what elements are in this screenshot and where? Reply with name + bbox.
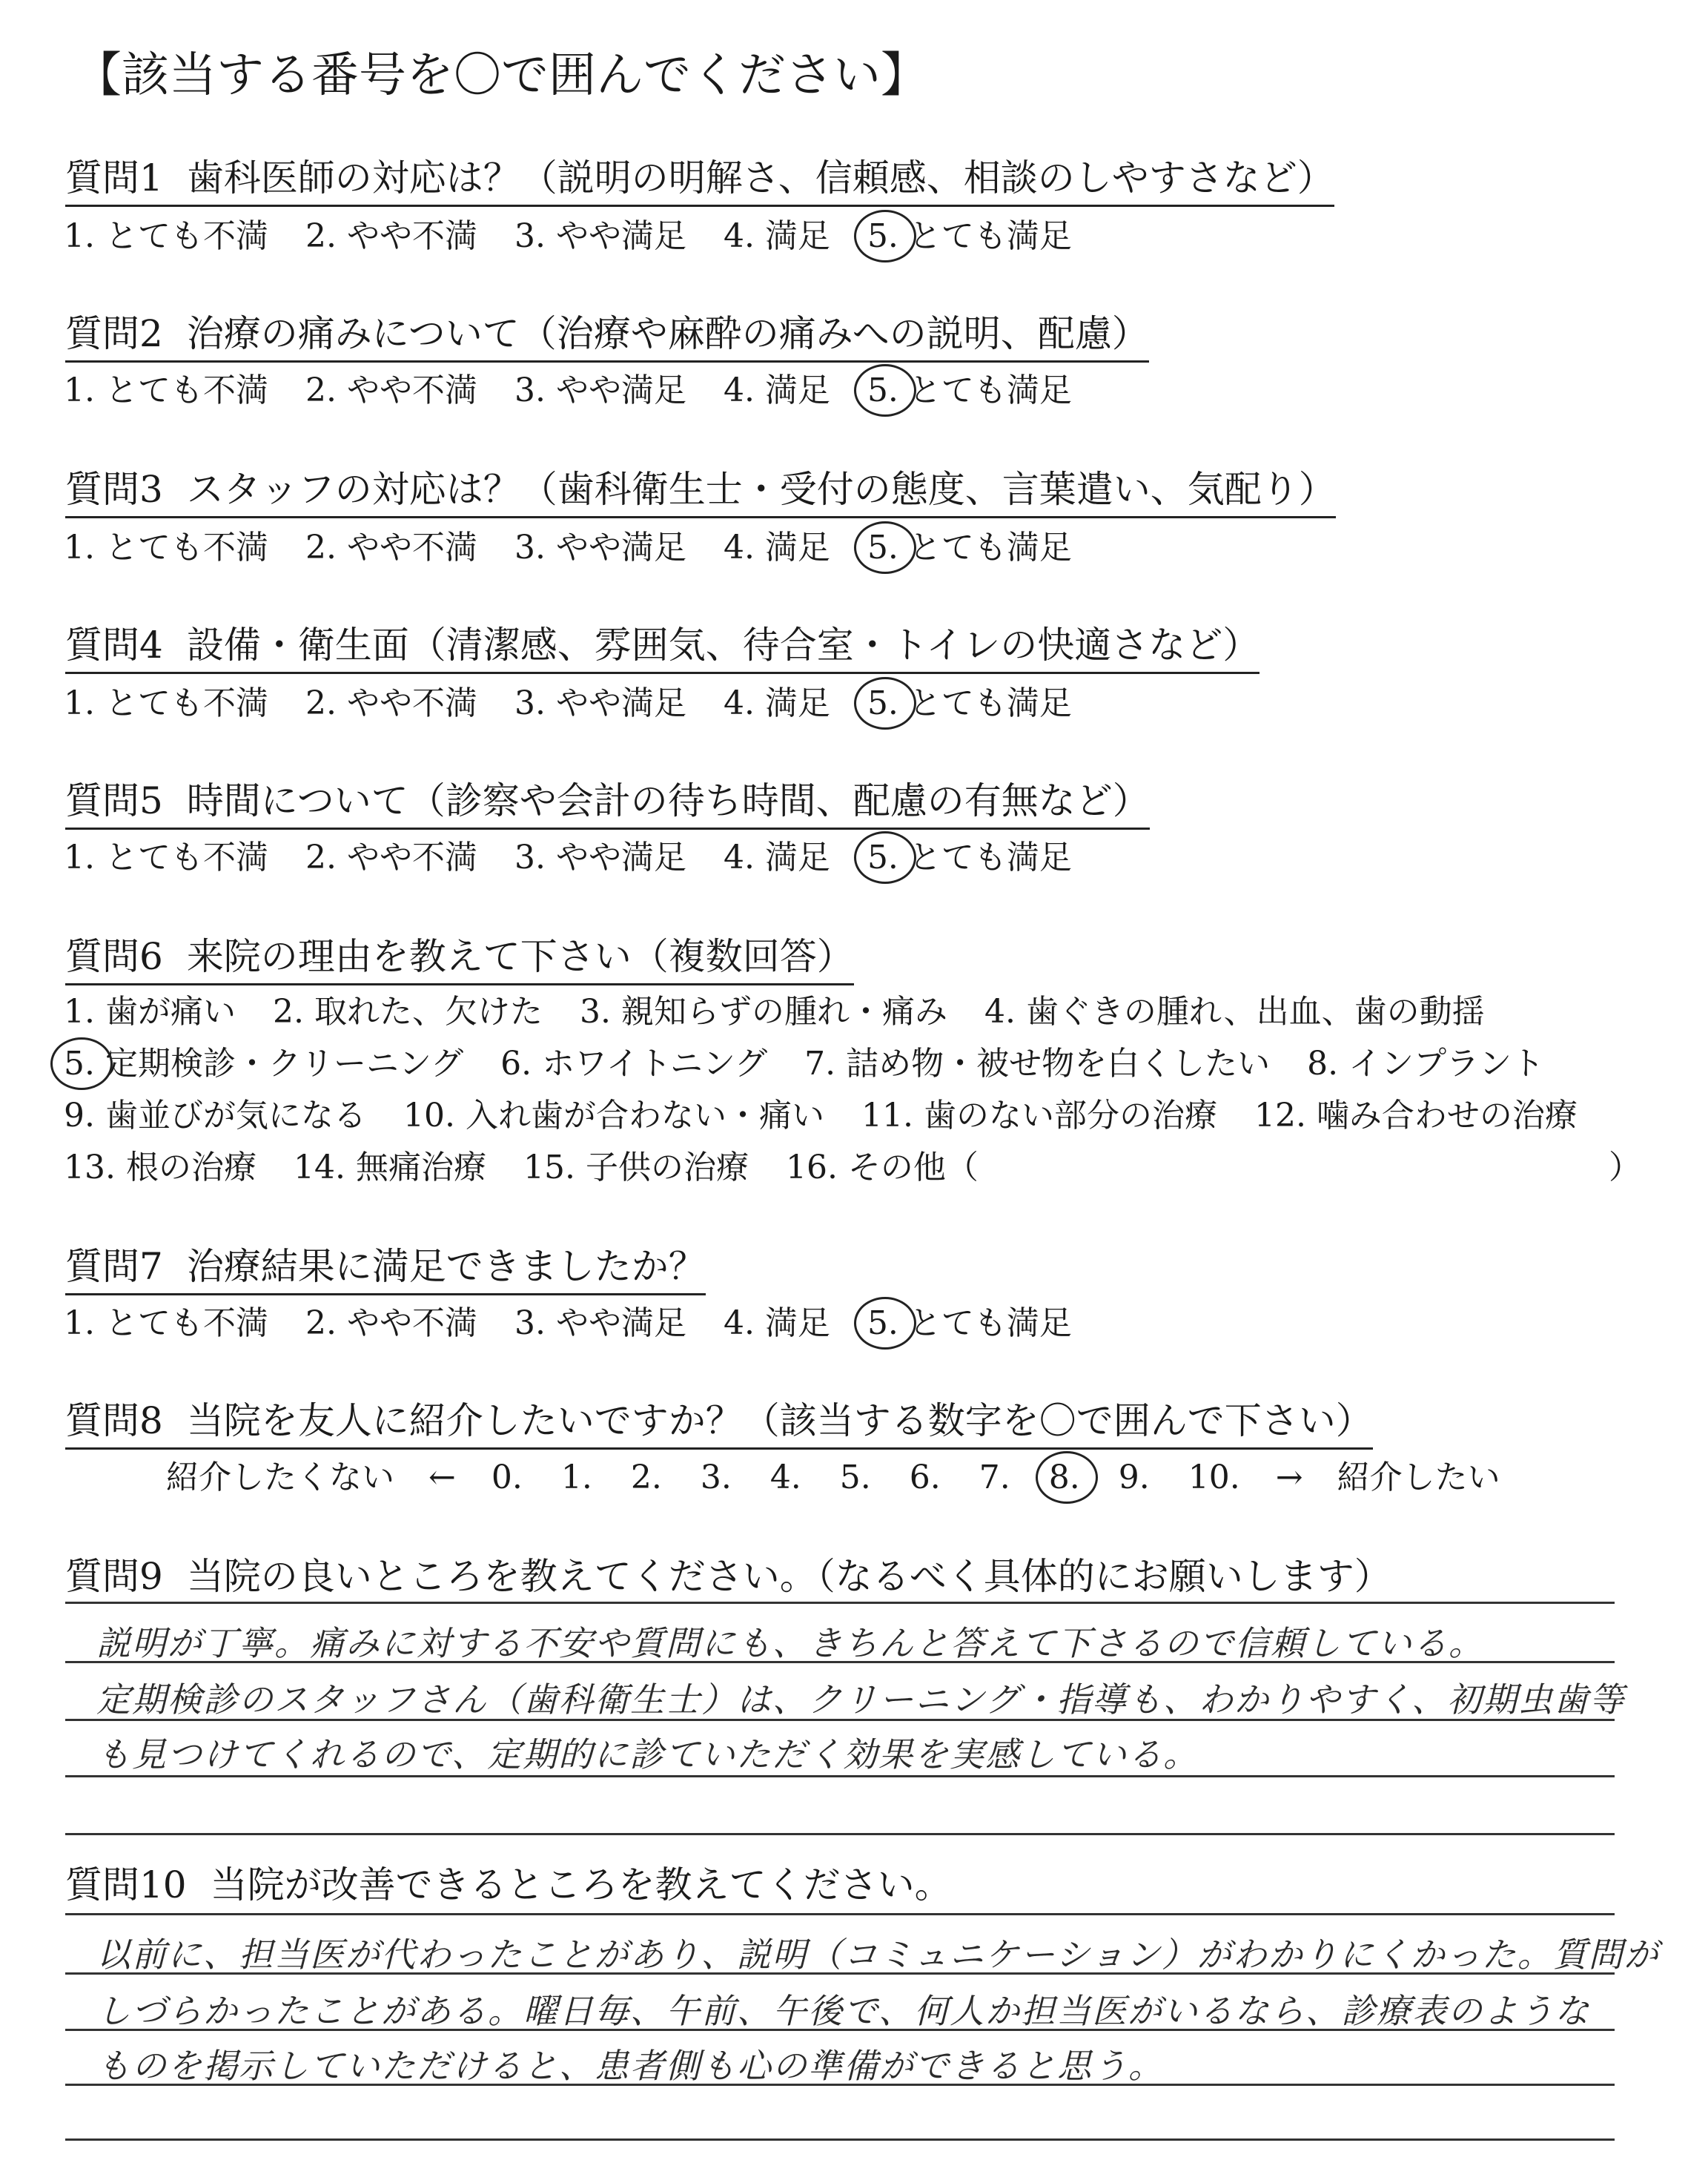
option-number: 6. bbox=[500, 1045, 532, 1083]
question-4-number: 質問4 bbox=[65, 624, 163, 667]
option-label: 根の治療 bbox=[125, 1149, 256, 1186]
option-label: 歯が痛い bbox=[105, 993, 236, 1031]
option[interactable] bbox=[305, 676, 477, 724]
question-1-options bbox=[64, 209, 1109, 257]
answer-rule bbox=[65, 1833, 1615, 1835]
option-label: 詰め物・被せ物を白くしたい bbox=[846, 1045, 1271, 1083]
scale-point[interactable]: 7. bbox=[979, 1459, 1010, 1496]
question-10-text: 当院が改善できるところを教えてください。 bbox=[210, 1863, 952, 1906]
form-header: 【該当する番号を〇で囲んでください】 bbox=[74, 48, 928, 103]
option[interactable] bbox=[305, 1296, 477, 1344]
answer-10-line-1: 以前に、担当医が代わったことがあり、説明（コミュニケーション）がわかりにくかった。質問が bbox=[96, 1935, 1660, 1975]
option-number: 5. bbox=[867, 684, 898, 722]
option-label: 入れ歯が合わない・痛い bbox=[465, 1097, 824, 1135]
option-number: 3. bbox=[514, 371, 546, 409]
option-number: 7. bbox=[804, 1045, 836, 1083]
question-6-other-close: ） bbox=[1609, 1149, 1641, 1186]
option-number: 15. bbox=[523, 1149, 575, 1186]
option-label: とても満足 bbox=[908, 217, 1072, 255]
option[interactable] bbox=[724, 1296, 830, 1344]
question-7-number: 質問7 bbox=[65, 1245, 163, 1288]
question-2-options bbox=[64, 363, 1109, 411]
option[interactable] bbox=[786, 1140, 979, 1188]
option-label: やや不満 bbox=[346, 839, 477, 876]
option-label: 歯ぐきの腫れ、出血、歯の動揺 bbox=[1025, 993, 1485, 1031]
option[interactable] bbox=[294, 1140, 486, 1188]
question-2-number: 質問2 bbox=[65, 312, 163, 355]
option-number: 3. bbox=[514, 839, 546, 876]
option-label: 満足 bbox=[764, 371, 830, 409]
option-number: 5. bbox=[867, 371, 898, 409]
scale-point[interactable]: 4. bbox=[769, 1459, 801, 1496]
option-label: ホワイトニング bbox=[542, 1045, 768, 1083]
answer-rule bbox=[65, 1719, 1615, 1721]
option-number: 3. bbox=[514, 684, 546, 722]
option-label: 取れた、欠けた bbox=[314, 993, 543, 1031]
question-1-text: 歯科医師の対応は？（説明の明解さ、信頼感、相談のしやすさなど） bbox=[186, 156, 1334, 199]
option-label: やや不満 bbox=[346, 371, 477, 409]
option-number: 5. bbox=[867, 529, 898, 567]
question-2-text: 治療の痛みについて（治療や麻酔の痛みへの説明、配慮） bbox=[186, 312, 1149, 355]
option-label: とても満足 bbox=[908, 529, 1072, 567]
answer-rule bbox=[65, 2029, 1615, 2031]
option[interactable] bbox=[64, 830, 268, 878]
answer-10-line-3: ものを掲示していただけると、患者側も心の準備ができると思う。 bbox=[96, 2046, 1164, 2086]
option[interactable] bbox=[724, 209, 830, 257]
option-selected[interactable] bbox=[867, 209, 1072, 257]
question-8-scale bbox=[148, 1450, 1518, 1498]
answer-rule bbox=[65, 1602, 1615, 1604]
option-number: 2. bbox=[272, 993, 304, 1031]
option-label: 満足 bbox=[764, 217, 830, 255]
option-number: 4. bbox=[723, 1304, 755, 1342]
answer-rule bbox=[65, 2138, 1615, 2141]
option-label: とても不満 bbox=[105, 217, 268, 255]
option-number: 8. bbox=[1307, 1045, 1339, 1083]
option-number: 12. bbox=[1254, 1097, 1306, 1135]
option-number: 2. bbox=[305, 371, 337, 409]
option-number: 3. bbox=[514, 217, 546, 255]
question-8-text: 当院を友人に紹介したいですか？（該当する数字を〇で囲んで下さい） bbox=[186, 1399, 1373, 1442]
option-number: 1. bbox=[64, 684, 95, 722]
option-number: 1. bbox=[64, 839, 95, 876]
option-label: その他（ bbox=[847, 1149, 979, 1186]
option-label: やや満足 bbox=[555, 839, 686, 876]
question-8-title bbox=[65, 1391, 1373, 1450]
option-label: やや満足 bbox=[555, 217, 686, 255]
option-label: とても満足 bbox=[908, 839, 1072, 876]
option-label: とても不満 bbox=[105, 839, 268, 876]
question-3-title bbox=[65, 460, 1336, 518]
option-selected[interactable] bbox=[867, 521, 1072, 568]
scale-point-selected[interactable]: 8. bbox=[1048, 1459, 1080, 1496]
answer-9-line-3: も見つけてくれるので、定期的に診ていただく効果を実感している。 bbox=[96, 1734, 1199, 1774]
option[interactable] bbox=[984, 985, 1485, 1032]
option-label: インプラント bbox=[1348, 1045, 1545, 1083]
option-label: 満足 bbox=[764, 529, 830, 567]
option-number: 16. bbox=[785, 1149, 838, 1186]
option[interactable] bbox=[724, 363, 830, 411]
option[interactable] bbox=[514, 209, 686, 257]
scale-point[interactable]: 9. bbox=[1118, 1459, 1150, 1496]
question-3-options bbox=[64, 521, 1109, 568]
option[interactable] bbox=[514, 363, 686, 411]
question-10-title bbox=[65, 1855, 952, 1909]
option[interactable] bbox=[724, 521, 830, 568]
question-3-text: スタッフの対応は？（歯科衛生士・受付の態度、言葉遣い、気配り） bbox=[186, 468, 1336, 511]
option-label: 歯並びが気になる bbox=[105, 1097, 366, 1135]
question-6-row-2 bbox=[64, 1037, 1581, 1084]
option[interactable] bbox=[514, 521, 686, 568]
option-label: とても不満 bbox=[105, 371, 268, 409]
option-label: とても不満 bbox=[105, 684, 268, 722]
option[interactable] bbox=[514, 1296, 686, 1344]
option-number: 2. bbox=[305, 1304, 337, 1342]
option[interactable] bbox=[523, 1140, 749, 1188]
option-label: 歯のない部分の治療 bbox=[923, 1097, 1217, 1135]
option[interactable] bbox=[580, 985, 947, 1032]
question-5-text: 時間について（診察や会計の待ち時間、配慮の有無など） bbox=[186, 779, 1150, 822]
option-number: 4. bbox=[723, 217, 755, 255]
answer-rule bbox=[65, 1972, 1615, 1975]
question-6-row-1 bbox=[64, 985, 1522, 1032]
scale-point[interactable]: 10. bbox=[1188, 1459, 1240, 1496]
scale-left-label: 紹介したくない bbox=[166, 1459, 394, 1496]
question-3-number: 質問3 bbox=[65, 468, 163, 511]
option-number: 10. bbox=[403, 1097, 455, 1135]
question-4-options bbox=[64, 676, 1109, 724]
option[interactable] bbox=[64, 1140, 256, 1188]
option-number: 5. bbox=[867, 839, 898, 876]
question-7-options bbox=[64, 1296, 1109, 1344]
option[interactable] bbox=[724, 830, 830, 878]
option[interactable] bbox=[64, 363, 268, 411]
answer-rule bbox=[65, 2084, 1615, 2086]
option[interactable] bbox=[514, 676, 686, 724]
option[interactable] bbox=[514, 830, 686, 878]
option-label: 子供の治療 bbox=[585, 1149, 749, 1186]
question-1-number: 質問1 bbox=[65, 156, 163, 199]
option[interactable] bbox=[1307, 1037, 1544, 1084]
question-7-title bbox=[65, 1237, 706, 1295]
option-label: やや満足 bbox=[555, 529, 686, 567]
option-label: やや不満 bbox=[346, 684, 477, 722]
option-label: 噛み合わせの治療 bbox=[1316, 1097, 1578, 1135]
option-label: 満足 bbox=[764, 1304, 830, 1342]
question-5-options bbox=[64, 830, 1109, 878]
option[interactable] bbox=[403, 1089, 824, 1136]
answer-10-line-2: しづらかったことがある。曜日毎、午前、午後で、何人か担当医がいるなら、診療表のような bbox=[96, 1991, 1591, 2031]
option-selected[interactable] bbox=[867, 676, 1072, 724]
left-arrow-icon: ← bbox=[428, 1459, 456, 1496]
scale-point[interactable]: 0. bbox=[491, 1459, 523, 1496]
answer-rule bbox=[65, 1775, 1615, 1777]
option-number: 4. bbox=[984, 993, 1016, 1031]
question-6-title bbox=[65, 927, 854, 985]
option-number: 14. bbox=[293, 1149, 345, 1186]
option-number: 2. bbox=[305, 839, 337, 876]
question-1-title bbox=[65, 148, 1334, 207]
option-selected[interactable] bbox=[64, 1037, 463, 1084]
question-5-number: 質問5 bbox=[65, 779, 163, 822]
option[interactable] bbox=[64, 209, 268, 257]
option-label: とても不満 bbox=[105, 529, 268, 567]
option[interactable] bbox=[64, 521, 268, 568]
option-number: 5. bbox=[867, 217, 898, 255]
option[interactable] bbox=[64, 676, 268, 724]
option[interactable] bbox=[305, 521, 477, 568]
option-number: 4. bbox=[723, 684, 755, 722]
option[interactable] bbox=[804, 1037, 1270, 1084]
question-5-title bbox=[65, 771, 1150, 830]
option-label: 満足 bbox=[764, 839, 830, 876]
option-number: 11. bbox=[861, 1097, 913, 1135]
option-number: 1. bbox=[64, 993, 95, 1031]
option-number: 4. bbox=[723, 529, 755, 567]
option[interactable] bbox=[1254, 1089, 1578, 1136]
option-number: 13. bbox=[64, 1149, 116, 1186]
option-label: 満足 bbox=[764, 684, 830, 722]
option-label: やや満足 bbox=[555, 371, 686, 409]
question-8-number: 質問8 bbox=[65, 1399, 163, 1442]
option[interactable] bbox=[305, 209, 477, 257]
option[interactable] bbox=[305, 363, 477, 411]
option-number: 9. bbox=[64, 1097, 95, 1135]
option-label: やや不満 bbox=[346, 217, 477, 255]
scale-point[interactable]: 3. bbox=[700, 1459, 732, 1496]
option-label: 定期検診・クリーニング bbox=[105, 1045, 464, 1083]
option-number: 1. bbox=[64, 371, 95, 409]
option-number: 4. bbox=[723, 371, 755, 409]
option-number: 2. bbox=[305, 529, 337, 567]
scale-point[interactable]: 6. bbox=[909, 1459, 941, 1496]
option-number: 4. bbox=[723, 839, 755, 876]
scale-right-label: 紹介したい bbox=[1337, 1459, 1500, 1496]
option-number: 2. bbox=[305, 217, 337, 255]
question-10-number: 質問10 bbox=[65, 1863, 187, 1906]
option[interactable] bbox=[64, 1296, 268, 1344]
option-label: やや満足 bbox=[555, 684, 686, 722]
right-arrow-icon: → bbox=[1275, 1459, 1303, 1496]
question-4-title bbox=[65, 615, 1260, 674]
option-selected[interactable] bbox=[867, 1296, 1072, 1344]
question-4-text: 設備・衛生面（清潔感、雰囲気、待合室・トイレの快適さなど） bbox=[186, 624, 1260, 667]
option-label: やや不満 bbox=[346, 1304, 477, 1342]
option-label: 無痛治療 bbox=[355, 1149, 486, 1186]
question-9-text: 当院の良いところを教えてください。（なるべく具体的にお願いします） bbox=[186, 1555, 1391, 1598]
option[interactable] bbox=[724, 676, 830, 724]
option[interactable] bbox=[64, 985, 236, 1032]
scale-point[interactable]: 2. bbox=[630, 1459, 662, 1496]
question-7-text: 治療結果に満足できましたか？ bbox=[186, 1245, 706, 1288]
option-label: やや満足 bbox=[555, 1304, 686, 1342]
question-6-text: 来院の理由を教えて下さい（複数回答） bbox=[186, 935, 854, 978]
option[interactable] bbox=[500, 1037, 767, 1084]
question-6-row-4 bbox=[64, 1140, 1016, 1188]
option-label: とても満足 bbox=[908, 684, 1072, 722]
question-6-number: 質問6 bbox=[65, 935, 163, 978]
option-number: 3. bbox=[579, 993, 611, 1031]
option-number: 5. bbox=[64, 1045, 95, 1083]
scale-point[interactable]: 1. bbox=[560, 1459, 592, 1496]
option-number: 2. bbox=[305, 684, 337, 722]
answer-9-line-2: 定期検診のスタッフさん（歯科衛生士）は、クリーニング・指導も、わかりやすく、初期虫歯等 bbox=[96, 1680, 1626, 1720]
option[interactable] bbox=[273, 985, 543, 1032]
answer-rule bbox=[65, 1661, 1615, 1663]
option-number: 3. bbox=[514, 529, 546, 567]
option-selected[interactable] bbox=[867, 363, 1072, 411]
question-9-title bbox=[65, 1547, 1391, 1600]
option-number: 5. bbox=[867, 1304, 898, 1342]
answer-9-line-1: 説明が丁寧。痛みに対する不安や質問にも、きちんと答えて下さるので信頼している。 bbox=[96, 1623, 1484, 1663]
option-number: 3. bbox=[514, 1304, 546, 1342]
option-number: 1. bbox=[64, 529, 95, 567]
question-6-row-3 bbox=[64, 1089, 1615, 1136]
option-number: 1. bbox=[64, 1304, 95, 1342]
answer-rule bbox=[65, 1913, 1615, 1915]
option[interactable] bbox=[861, 1089, 1217, 1136]
option[interactable] bbox=[305, 830, 477, 878]
option[interactable] bbox=[64, 1089, 366, 1136]
question-9-number: 質問9 bbox=[65, 1555, 163, 1598]
scale-point[interactable]: 5. bbox=[839, 1459, 871, 1496]
option-label: やや不満 bbox=[346, 529, 477, 567]
option-label: とても満足 bbox=[908, 371, 1072, 409]
option-label: とても不満 bbox=[105, 1304, 268, 1342]
option-label: 親知らずの腫れ・痛み bbox=[620, 993, 947, 1031]
option-number: 1. bbox=[64, 217, 95, 255]
option-label: とても満足 bbox=[908, 1304, 1072, 1342]
option-selected[interactable] bbox=[867, 830, 1072, 878]
question-2-title bbox=[65, 304, 1149, 363]
